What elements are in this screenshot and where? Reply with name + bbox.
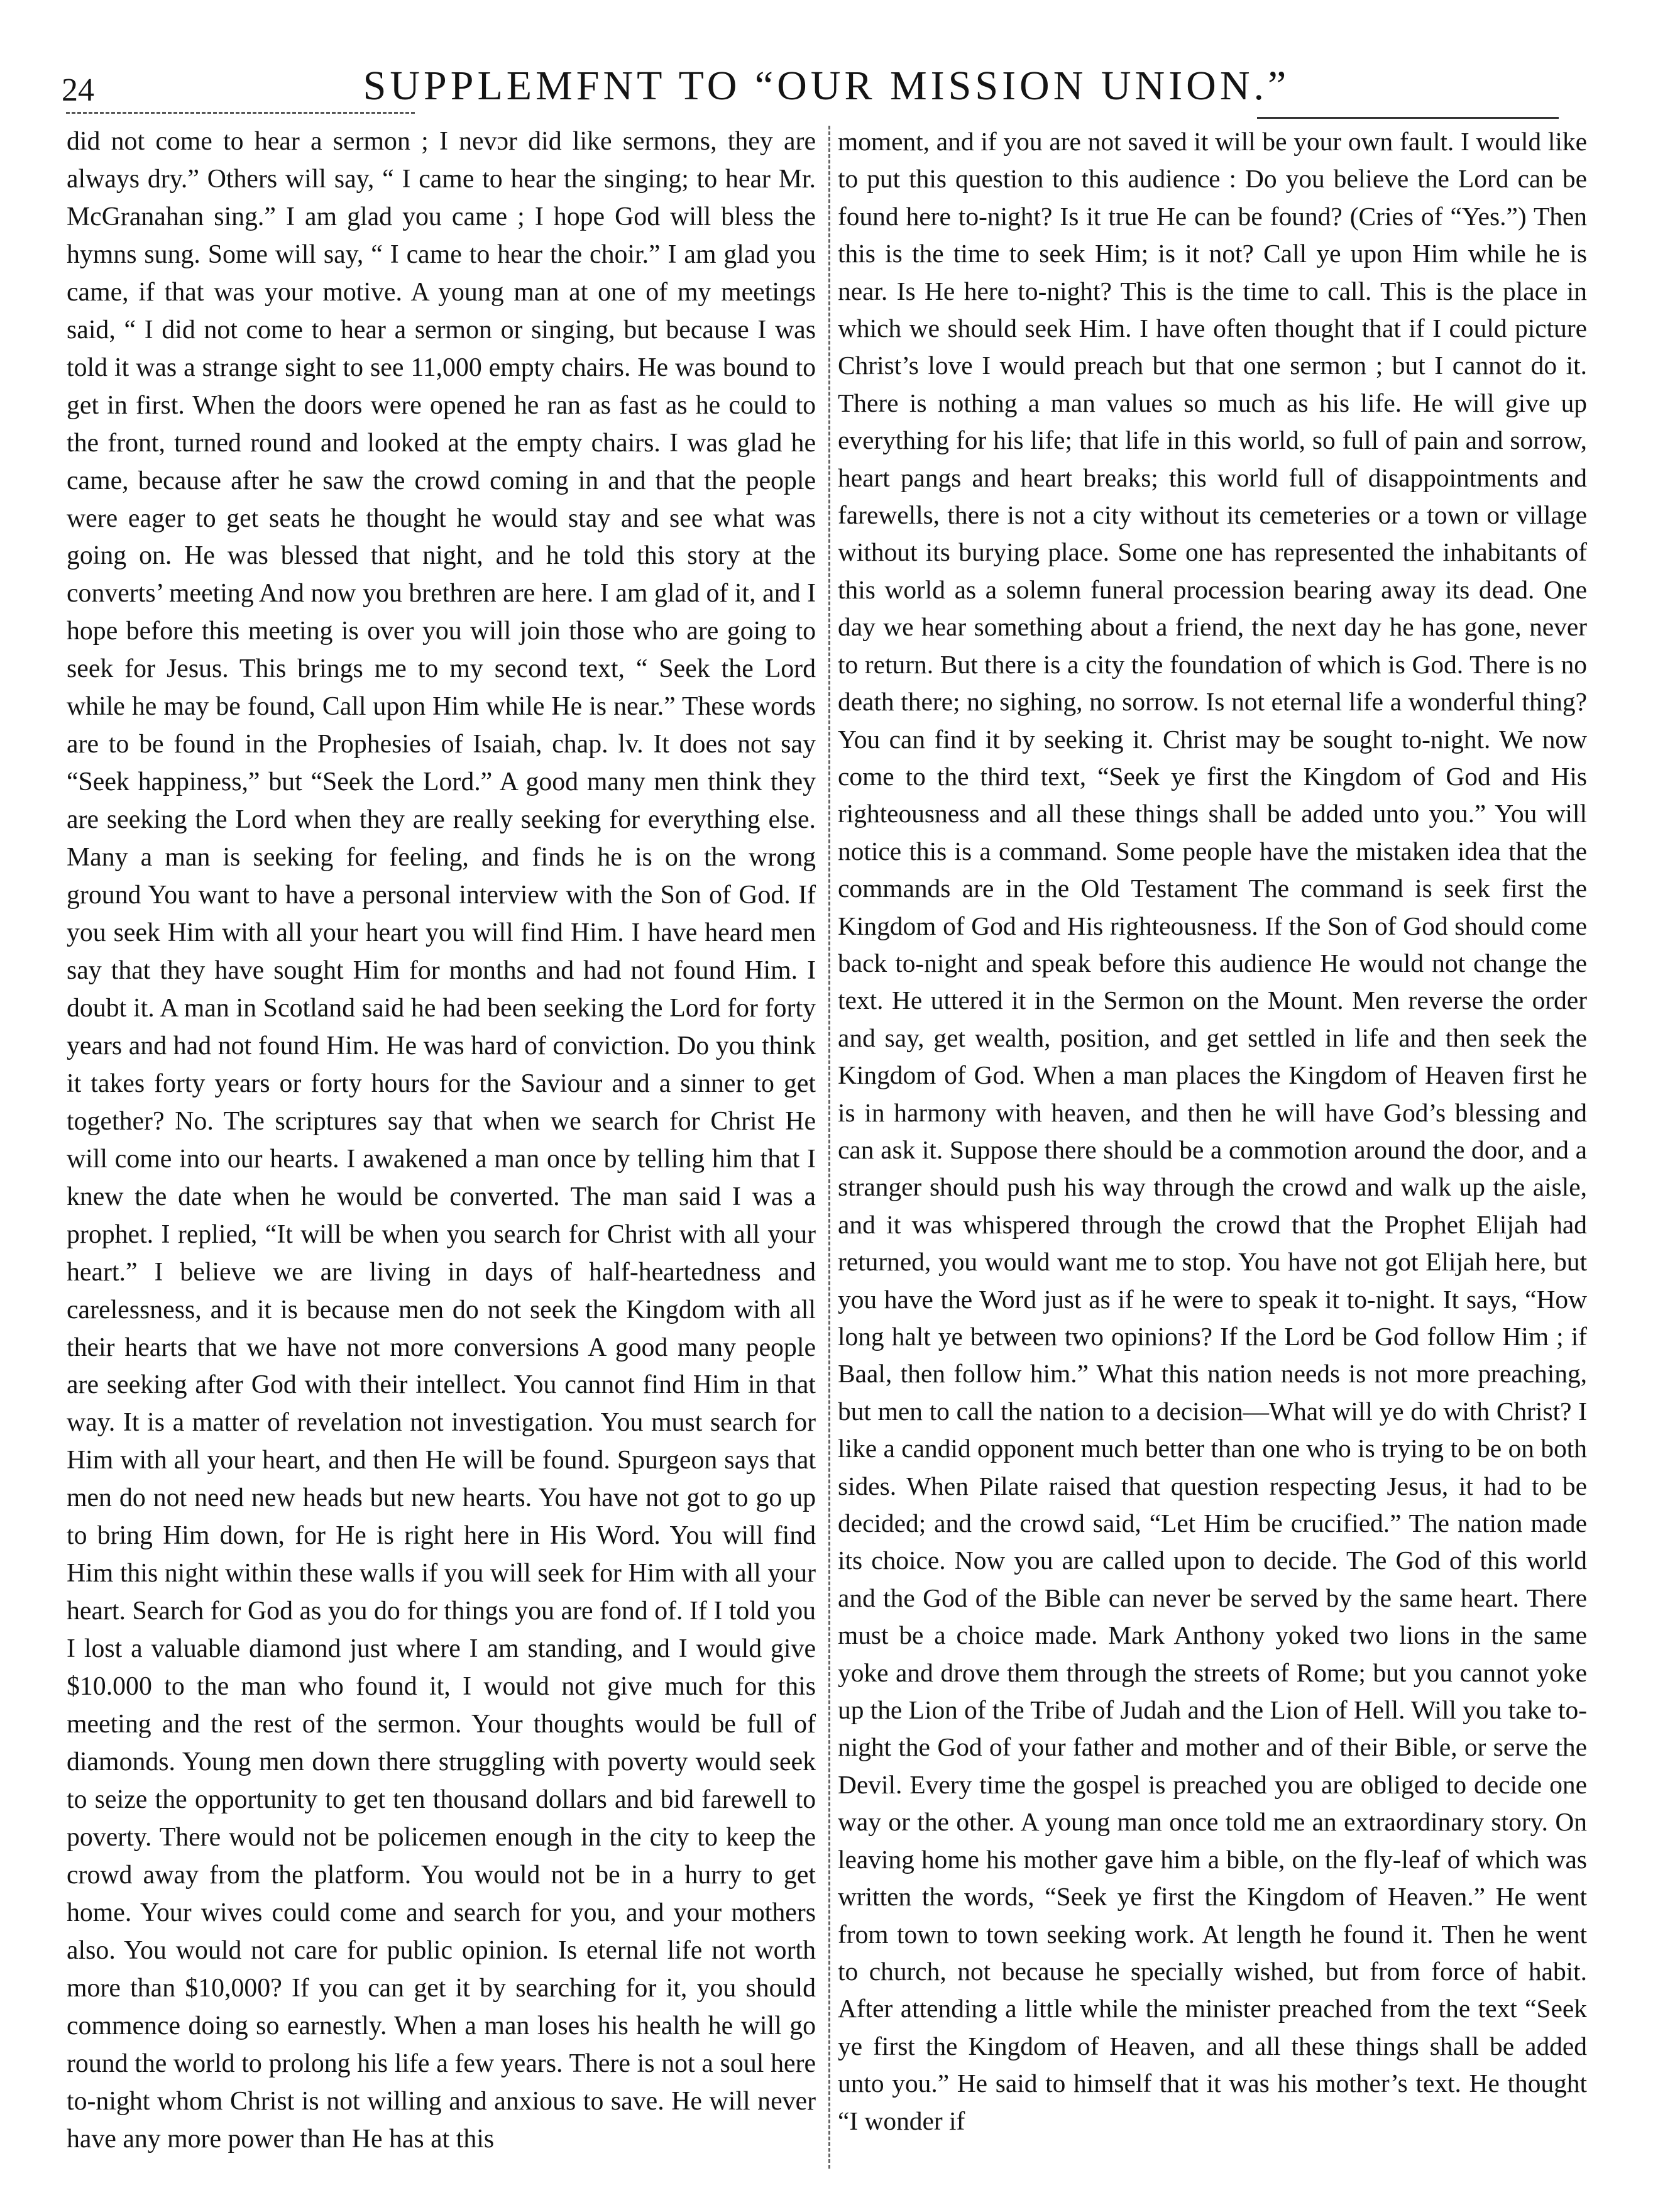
column-divider: [828, 126, 830, 2169]
header-rule-left: [66, 112, 415, 114]
left-column-text: did not come to hear a sermon ; I nevɔr did like sermons, they are always dry.” Others will say, “ I came to hear the singing; to hear Mr. McGranahan sing.” I am glad you came ; I hope God will bless the hymns sung. Some will say, “ I came to hear the choir.” I am glad you came, if that was your motive. A young man at one of my meetings said, “ I did not come to hear a sermon or singing, but because I was told it was a strange sight to see 11,000 empty chairs. He was bound to get in first. When the doors were opened he ran as fast as he could to the front, turned round and looked at the empty chairs. I was glad he came, because after he saw the crowd coming in and that the people were eager to get seats he thought he would stay and see what was going on. He was blessed that night, and he told this story at the converts’ meeting And now you brethren are here. I am glad of it, and I hope before this meeting is over you will join those who are going to seek for Jesus. This brings me to my second text, “ Seek the Lord while he may be found, Call upon Him while He is near.” These words are to be found in the Prophesies of Isaiah, chap. lv. It does not say “Seek happiness,” but “Seek the Lord.” A good many men think they are seeking the Lord when they are really seeking for everything else. Many a man is seeking for feeling, and finds he is on the wrong ground You want to have a personal interview with the Son of God. If you seek Him with all your heart you will find Him. I have heard men say that they have sought Him for months and had not found Him. I doubt it. A man in Scotland said he had been seeking the Lord for forty years and had not found Him. He was hard of conviction. Do you think it takes forty years or forty hours for the Saviour and a sinner to get together? No. The scriptures say that when we search for Christ He will come into our hearts. I awakened a man once by telling him that I knew the date when he would be converted. The man said I was a prophet. I replied, “It will be when you search for Christ with all your heart.” I believe we are living in days of half-heartedness and carelessness, and it is because men do not seek the Kingdom with all their hearts that we have not more conversions A good many people are seeking after God with their intellect. You cannot find Him in that way. It is a matter of revelation not investigation. You must search for Him with all your heart, and then He will be found. Spurgeon says that men do not need new heads but new hearts. You have not got to go up to bring Him down, for He is right here in His Word. You will find Him this night within these walls if you will seek for Him with all your heart. Search for God as you do for things you are fond of. If I told you I lost a valuable diamond just where I am standing, and I would give $10.000 to the man who found it, I would not give much for this meeting and the rest of the sermon. Your thoughts would be full of diamonds. Young men down there struggling with poverty would seek to seize the opportunity to get ten thousand dollars and bid farewell to poverty. There would not be policemen enough in the city to keep the crowd away from the platform. You would not be in a hurry to get home. Your wives could come and search for you, and your mothers also. You would not care for public opinion. Is eternal life not worth more than $10,000? If you can get it by searching for it, you should commence doing so earnestly. When a man loses his health he will go round the world to prolong his life a few years. There is not a soul here to-night whom Christ is not willing and anxious to save. He will never have any more power than He has at this: [67, 127, 816, 2154]
right-column: [838, 123, 1587, 2182]
running-title: SUPPLEMFNT TO “OUR MISSION UNION.”: [363, 63, 1290, 109]
left-column: [67, 123, 816, 2182]
right-column-text: moment, and if you are not saved it will be your own fault. I would like to put this question to this audience : Do you believe the Lord can be found here to-night? Is it true He can be found? (Cries of “Yes.”) Then this is the time to seek Him; is it not? Call ye upon Him while he is near. Is He here to-night? This is the time to call. This is the place in which we should seek Him. I have often thought that if I could picture Christ’s love I would preach but that one sermon ; but I cannot do it. There is nothing a man values so much as his life. He will give up everything for his life; that life in this world, so full of pain and sorrow, heart pangs and heart breaks; this world full of disappointments and farewells, there is not a city without its cemeteries or a town or village without its burying place. Some one has represented the inhabitants of this world as a solemn funeral procession bearing away its dead. One day we hear something about a friend, the next day he has gone, never to return. But there is a city the foundation of which is God. There is no death there; no sighing, no sorrow. Is not eternal life a wonderful thing? You can find it by seeking it. Christ may be sought to-night. We now come to the third text, “Seek ye first the Kingdom of God and His righteousness and all these things shall be added unto you.” You will notice this is a command. Some people have the mistaken idea that the commands are in the Old Testament The command is seek first the Kingdom of God and His righteousness. If the Son of God should come back to-night and speak before this audience He would not change the text. He uttered it in the Sermon on the Mount. Men reverse the order and say, get wealth, position, and get settled in life and then seek the Kingdom of God. When a man places the Kingdom of Heaven first he is in harmony with heaven, and then he will have God’s blessing and can ask it. Suppose there should be a commotion around the door, and a stranger should push his way through the crowd and walk up the aisle, and it was whispered through the crowd that the Prophet Elijah had returned, you would want me to stop. You have not got Elijah here, but you have the Word just as if he were to speak it to-night. It says, “How long halt ye between two opinions? If the Lord be God follow Him ; if Baal, then follow him.” What this nation needs is not more preaching, but men to call the nation to a decision—What will ye do with Christ? I like a candid opponent much better than one who is trying to be on both sides. When Pilate raised that question respecting Jesus, it had to be decided; and the crowd said, “Let Him be crucified.” The nation made its choice. Now you are called upon to decide. The God of this world and the God of the Bible can never be served by the same heart. There must be a choice made. Mark Anthony yoked two lions in the same yoke and drove them through the streets of Rome; but you cannot yoke up the Lion of the Tribe of Judah and the Lion of Hell. Will you take to-night the God of your father and mother and of their Bible, or serve the Devil. Every time the gospel is preached you are obliged to decide one way or the other. A young man once told me an extraordinary story. On leaving home his mother gave him a bible, on the fly-leaf of which was written the words, “Seek ye first the Kingdom of Heaven.” He went from town to town seeking work. At length he found it. Then he went to church, not because he specially wished, but from force of habit. After attending a little while the minister preached from the text “Seek ye first the Kingdom of Heaven, and all these things shall be added unto you.” He said to himself that it was his mother’s text. He thought “I wonder if: [838, 127, 1587, 2135]
page-number: 24: [62, 72, 94, 108]
header-rule-right: [1257, 117, 1559, 119]
